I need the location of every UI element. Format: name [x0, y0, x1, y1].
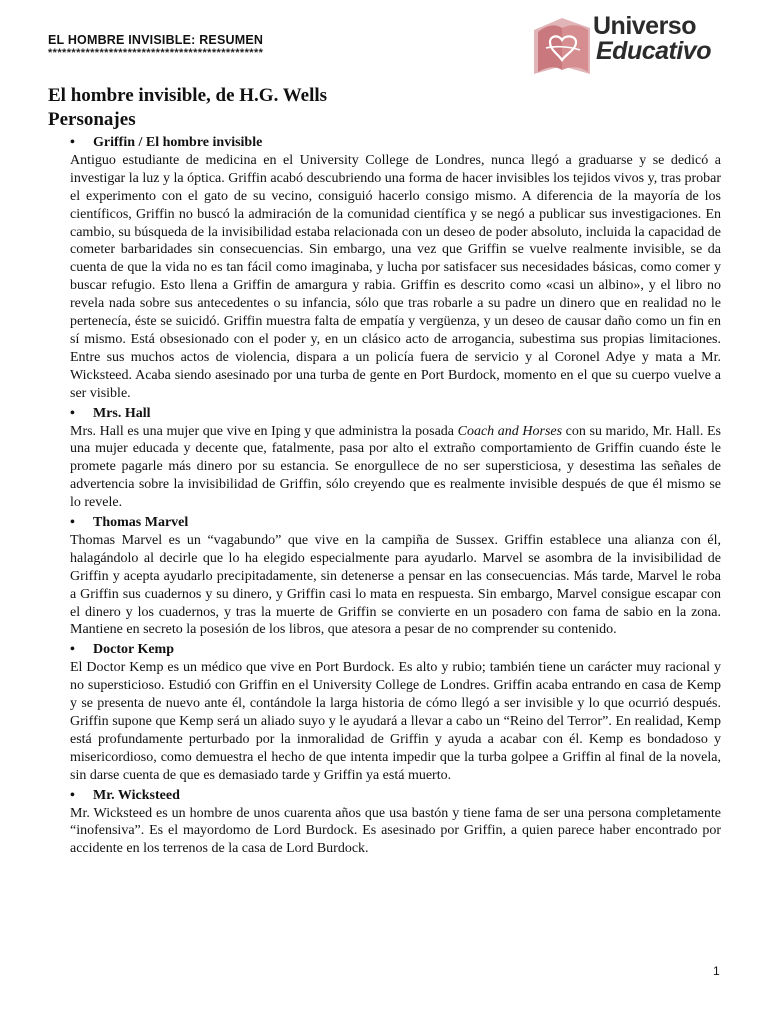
page-number: 1 [713, 964, 720, 978]
document-title: El hombre invisible, de H.G. Wells [48, 85, 328, 106]
character-entry-griffin [70, 134, 721, 403]
character-entry-doctor-kemp [70, 641, 721, 784]
character-entry-mrs-hall [70, 405, 721, 512]
character-description: Antiguo estudiante de medicina en el University College de Londres, nunca llegó a graduarse y se dedicó a investigar la luz y la óptica. Griffin acabó descubriendo una forma de hacer invisibles los tejidos vivos y, tras probar el experimento con el gato de su vecino, consiguió hacerlo consigo mismo. A diferencia de la mayoría de los científicos, Griffin no buscó la admiración de la comunidad científica y se negó a publicar sus investigaciones. En cambio, su búsqueda de la invisibilidad estaba relacionada con un deseo de poder absoluto, incluida la capacidad de cometer barbaridades sin consecuencias. Sin embargo, una vez que Griffin se vuelve realmente invisible, se da cuenta de que la vida no es tan fácil como imaginaba, y lucha por satisfacer sus necesidades básicas, como comer y buscar refugio. Esto llena a Griffin de amargura y rabia. Griffin es descrito como «casi un albino», y el libro no revela nada sobre sus antecedentes o su infancia, sólo que tras robarle a su padre un dinero que en realidad no le pertenecía, éste se suicidó. Griffin muestra falta de empatía y vergüenza, y un deseo de causar daño como un fin en sí mismo. Está obsesionado con el poder y, en un clásico acto de arrogancia, subestima sus propias limitaciones. Entre sus muchos actos de violencia, dispara a un policía fuera de servicio y al Coronel Adye y mata a Mr. Wicksteed. Acaba siendo asesinado por una turba de gente en Port Burdock, momento en el que su cuerpo vuelve a ser visible. [70, 152, 721, 401]
character-description: El Doctor Kemp es un médico que vive en Port Burdock. Es alto y rubio; también tiene un carácter muy racional y no supersticioso. Estudió con Griffin en el University College de Londres. Griffin acaba entrando en casa de Kemp y se presenta de nuevo ante él, contándole la larga historia de cómo llegó a ser invisible y lo que ocurrió después. Griffin supone que Kemp será un aliado suyo y le ayudará a llevar a cabo un “Reino del Terror”. En realidad, Kemp está profundamente perturbado por la inmoralidad de Griffin y ayuda a acabar con él. Kemp es bondadoso y misericordioso, como demuestra el hecho de que intenta impedir que la turba golpee a Griffin al final de la novela, sin darse cuenta de que es demasiado tarde y Griffin ya está muerto. [70, 660, 721, 783]
inn-name: Coach and Horses [457, 423, 563, 439]
character-name: • Mr. Wicksteed [70, 787, 180, 803]
page-header [48, 33, 528, 58]
character-description: Thomas Marvel es un “vagabundo” que vive en la campiña de Sussex. Griffin establece una alianza con él, halagándolo al decirle que lo ha elegido especialmente para ayudarlo. Marvel se asombra de la invisibilidad de Griffin y acepta ayudarlo precipitadamente, sin detenerse a pensar en las consecuencias. Más tarde, Marvel le roba a Griffin sus cuadernos y su dinero, y Griffin casi lo mata en respuesta. Sin embargo, Marvel consigue escapar con el dinero y los cuadernos, y tras la muerte de Griffin se convierte en un posadero con fama de sabio en la zona. Mantiene en secreto la posesión de los libros, que atesora a pesar de no comprender su contenido. [70, 532, 721, 638]
header-title: EL HOMBRE INVISIBLE: RESUMEN [48, 33, 264, 47]
character-entry-thomas-marvel [70, 514, 721, 639]
character-name: • Griffin / El hombre invisible [70, 135, 263, 150]
character-description: Mrs. Hall es una mujer que vive en Iping y que administra la posada Coach and Horses con su marido, Mr. Hall. Es una mujer educada y decente que, fatalmente, pasa por alto el extraño comportamiento de Griffin cuando éste le promete pagarle más dinero por su estancia. Se enorgullece de no ser supersticiosa, y desestima las señales de advertencia sobre la invisibilidad de Griffin, sólo creyendo que es realmente invisible después de que él mismo se lo revele. [70, 423, 721, 511]
logo-line-1: Universo [593, 12, 696, 40]
header-divider-stars: ********************************************** [48, 47, 264, 59]
brand-logo-text [593, 14, 711, 64]
section-heading: Personajes [48, 109, 136, 130]
bullet-icon: • [70, 787, 75, 803]
bullet-icon: • [70, 515, 75, 531]
character-name: • Doctor Kemp [70, 642, 174, 658]
character-name: • Mrs. Hall [70, 405, 151, 421]
bullet-icon: • [70, 405, 75, 421]
character-name: • Thomas Marvel [70, 515, 189, 531]
character-description: Mr. Wicksteed es un hombre de unos cuarenta años que usa bastón y tiene fama de ser una persona completamente “inofensiva”. Es el mayordomo de Lord Burdock. Es asesinado por Griffin, a quien parece haber encontrado por accidente en los terrenos de la casa de Lord Burdock. [70, 805, 721, 857]
bullet-icon: • [70, 642, 75, 658]
bullet-icon: • [70, 135, 75, 150]
character-entry-mr-wicksteed [70, 787, 721, 859]
document-body [48, 84, 721, 858]
logo-line-2: Educativo [596, 37, 711, 65]
